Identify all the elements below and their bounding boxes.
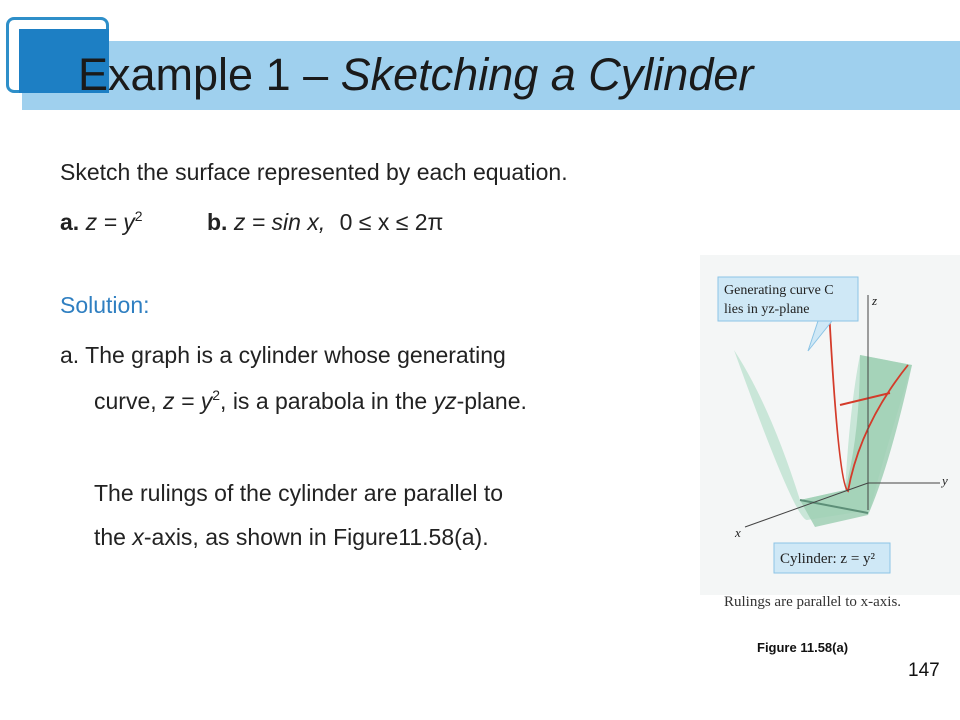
sol2-plane: yz — [433, 388, 457, 414]
title-prefix: Example 1 – — [78, 49, 341, 100]
sol4-post: -axis, as shown in Figure11.58(a). — [143, 524, 489, 550]
title-emphasis: Sketching a Cylinder — [340, 49, 754, 100]
equations-line — [60, 207, 443, 237]
solution-line-2 — [94, 386, 527, 416]
part-b-equation: z = sin x, — [233, 209, 326, 235]
sol2-post: -plane. — [456, 388, 527, 414]
figure-caption: Rulings are parallel to x-axis. — [724, 594, 902, 610]
prompt-line: Sketch the surface represented by each equation. — [60, 159, 568, 185]
part-a-label: a. — [60, 209, 80, 235]
solution-line-1: a. The graph is a cylinder whose generating — [60, 342, 506, 368]
slide-title — [78, 42, 753, 108]
sol4-pre: the — [94, 524, 133, 550]
axis-label-y: y — [942, 473, 948, 488]
part-b-label: b. — [206, 209, 228, 235]
figure-label: Figure 11.58(a) — [757, 640, 849, 655]
solution-line-3: The rulings of the cylinder are parallel to — [94, 480, 504, 506]
page-number: 147 — [908, 660, 940, 681]
sol2-pre: curve, — [94, 388, 164, 414]
part-a-exponent: 2 — [134, 208, 143, 224]
cylinder-figure — [700, 255, 960, 595]
axis-label-z: z — [872, 293, 878, 308]
figure-11-58a — [700, 255, 960, 605]
solution-line-4 — [94, 522, 489, 552]
axis-label-x: x — [735, 525, 741, 540]
sol4-axis: x — [132, 524, 144, 550]
callout-line-2: lies in yz-plane — [724, 302, 810, 317]
sol2-exponent: 2 — [212, 387, 221, 403]
equation-box-text: Cylinder: z = y² — [780, 551, 876, 567]
callout-line-1: Generating curve C — [724, 283, 834, 298]
solution-label: Solution: — [60, 292, 150, 318]
sol2-mid: , is a parabola in the — [220, 388, 434, 414]
part-b-domain: 0 ≤ x ≤ 2π — [339, 209, 444, 235]
sol2-equation: z = y — [163, 388, 213, 414]
part-a-equation: z = y — [85, 209, 135, 235]
